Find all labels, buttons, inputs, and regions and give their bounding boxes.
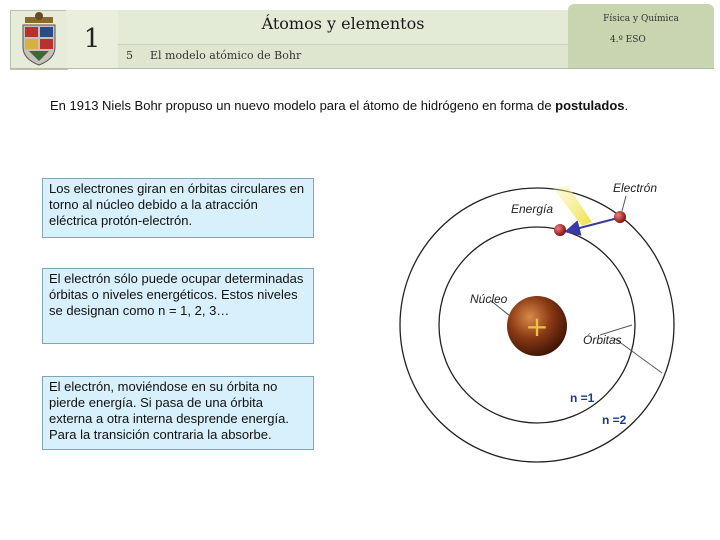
label-energy: Energía	[511, 202, 554, 216]
intro-text-start: En 1913 Niels Bohr propuso un nuevo modelo para el átomo de hidrógeno en forma de	[50, 98, 556, 113]
postulate-box-3: El electrón, moviéndose en su órbita no pierde energía. Si pasa de una órbita externa a otra interna desprende energía. Para la transición contraria la absorbe.	[42, 376, 314, 450]
label-n2: n =2	[602, 413, 627, 427]
label-electron: Electrón	[613, 181, 658, 195]
subject-label: Física y Química	[603, 14, 679, 24]
nucleus-plus-sign: +	[525, 310, 549, 343]
section-title: El modelo atómico de Bohr	[150, 49, 302, 62]
course-label: 4.º ESO	[610, 35, 646, 45]
intro-text-end: .	[624, 98, 629, 113]
section-number: 5	[126, 49, 133, 62]
energy-ray	[553, 186, 592, 226]
label-orbits: Órbitas	[583, 333, 622, 347]
transition-arrow	[568, 218, 618, 231]
electron-pointer-line	[622, 196, 626, 211]
electron-outer	[614, 211, 626, 223]
electron-inner	[554, 224, 566, 236]
label-n1: n =1	[570, 391, 595, 405]
postulate-box-2: El electrón sólo puede ocupar determinadas órbitas o niveles energéticos. Estos niveles se designan como n = 1, 2, 3…	[42, 268, 314, 344]
unit-number: 1	[66, 10, 118, 68]
postulate-box-1: Los electrones giran en órbitas circulares en torno al núcleo debido a la atracción eléctrica protón-electrón.	[42, 178, 314, 238]
label-nucleus: Núcleo	[470, 292, 508, 306]
page-title: Átomos y elementos	[261, 14, 425, 33]
intro-bold-term: postulados	[555, 98, 625, 113]
